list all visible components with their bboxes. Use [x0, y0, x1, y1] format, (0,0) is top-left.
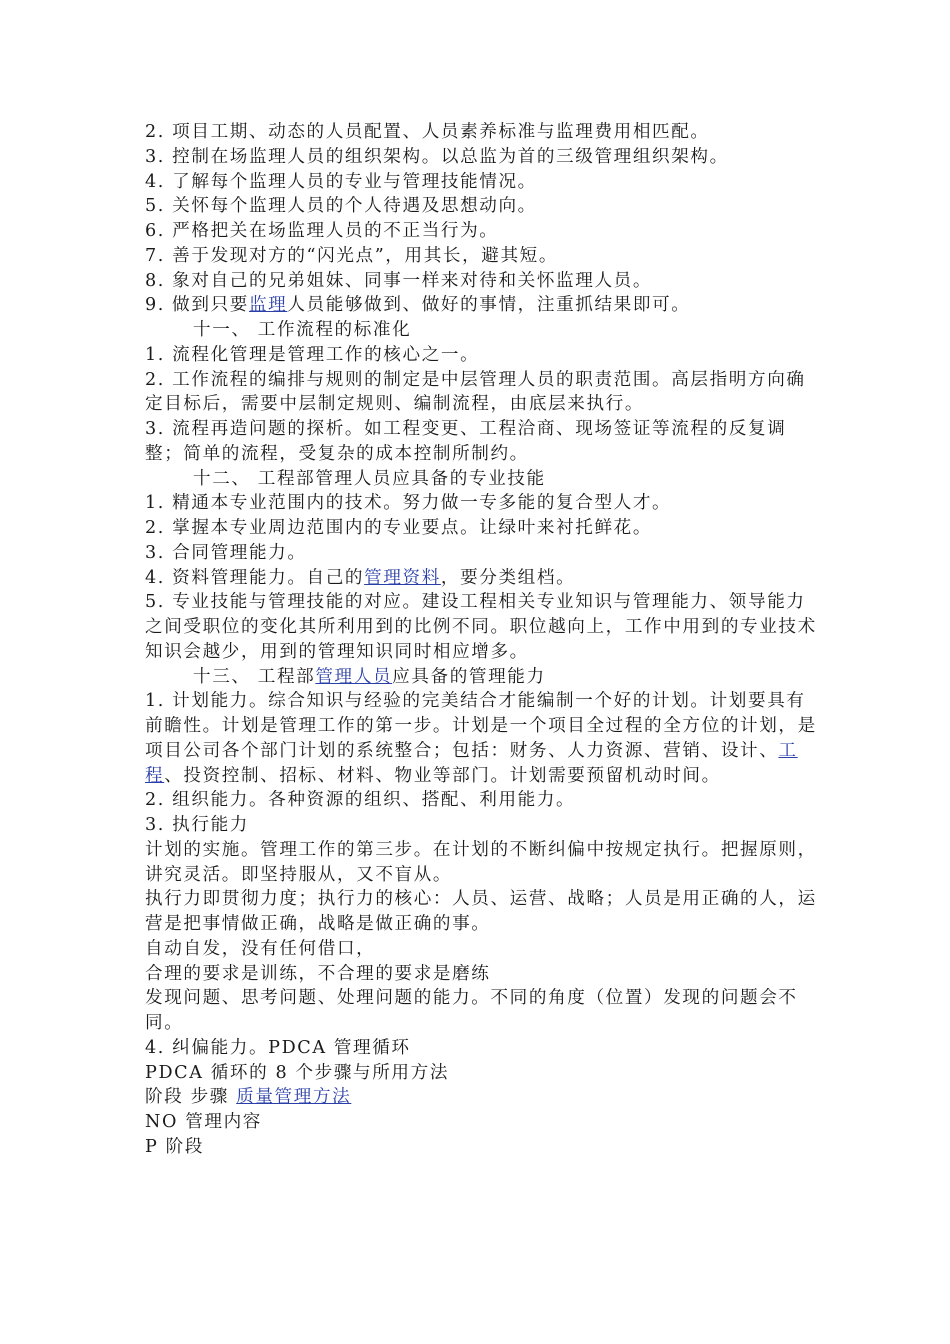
- list-item: 1. 流程化管理是管理工作的核心之一。: [145, 344, 480, 365]
- paragraph: 计划的实施。管理工作的第三步。在计划的不断纠偏中按规定执行。把握原则，讲究灵活。即坚持服从，又不盲从。: [145, 839, 817, 885]
- text-segment: 9. 做到只要: [145, 295, 249, 316]
- table-header-line: [145, 1085, 820, 1110]
- engineering-link[interactable]: 工程: [145, 740, 798, 786]
- section-heading-13: [145, 665, 820, 690]
- paragraph: 合理的要求是训练，不合理的要求是磨练: [145, 963, 491, 984]
- list-item: 4. 了解每个监理人员的专业与管理技能情况。: [145, 171, 537, 192]
- table-header-line: NO 管理内容: [145, 1112, 262, 1132]
- list-item: 8. 象对自己的兄弟姐妹、同事一样来对待和关怀监理人员。: [145, 270, 653, 291]
- list-item: 6. 严格把关在场监理人员的不正当行为。: [145, 221, 499, 241]
- management-staff-link[interactable]: 管理人员: [315, 666, 393, 687]
- text-segment: 应具备的管理能力: [392, 666, 546, 687]
- supervision-link[interactable]: 监理: [248, 295, 288, 316]
- section-heading-12: 十二、 工程部管理人员应具备的专业技能: [193, 468, 546, 489]
- text-segment: 、投资控制、招标、材料、物业等部门。计划需要预留机动时间。: [164, 765, 721, 786]
- text-segment: 十三、 工程部: [193, 666, 316, 687]
- list-item: [145, 689, 820, 788]
- text-segment: ，要分类组档。: [440, 567, 576, 588]
- list-item: 5. 关怀每个监理人员的个人待遇及思想动向。: [145, 196, 537, 217]
- table-row: P 阶段: [145, 1136, 205, 1157]
- management-docs-link[interactable]: 管理资料: [364, 567, 441, 588]
- paragraph: 发现问题、思考问题、处理问题的能力。不同的角度（位置）发现的问题会不同。: [145, 988, 798, 1033]
- text-segment: 1. 计划能力。综合知识与经验的完美结合才能编制一个好的计划。计划要具有前瞻性。计划是管理工作的第一步。计划是一个项目全过程的全方位的计划，是项目公司各个部门计划的系统整合；包括：财务、人力资源、营销、设计、: [145, 691, 817, 761]
- text-segment: 人员能够做到、做好的事情，注重抓结果即可。: [287, 295, 691, 316]
- list-item: 3. 控制在场监理人员的组织架构。以总监为首的三级管理组织架构。: [145, 146, 729, 167]
- list-item: 7. 善于发现对方的“闪光点”，用其长，避其短。: [145, 245, 559, 266]
- list-item: 4. 纠偏能力。PDCA 管理循环: [145, 1037, 411, 1058]
- quality-management-link[interactable]: 质量管理方法: [236, 1087, 352, 1108]
- text-segment: 4. 资料管理能力。自己的: [145, 567, 365, 588]
- paragraph: 自动自发，没有任何借口，: [145, 938, 376, 959]
- list-item: 2. 项目工期、动态的人员配置、人员素养标准与监理费用相匹配。: [145, 122, 710, 142]
- paragraph: PDCA 循环的 8 个步骤与所用方法: [145, 1062, 450, 1083]
- list-item: [145, 566, 820, 591]
- list-item: 3. 合同管理能力。: [145, 542, 307, 563]
- paragraph: 执行力即贯彻力度；执行力的核心：人员、运营、战略；人员是用正确的人，运营是把事情做正确，战略是做正确的事。: [145, 889, 817, 934]
- list-item: 2. 组织能力。各种资源的组织、搭配、利用能力。: [145, 790, 576, 811]
- section-heading-11: 十一、 工作流程的标准化: [193, 320, 412, 340]
- list-item: 2. 工作流程的编排与规则的制定是中层管理人员的职责范围。高层指明方向确定目标后，需要中层制定规则、编制流程，由底层来执行。: [145, 369, 806, 415]
- list-item: 2. 掌握本专业周边范围内的专业要点。让绿叶来衬托鲜花。: [145, 518, 653, 538]
- list-item: 3. 流程再造问题的探析。如工程变更、工程洽商、现场签证等流程的反复调整；简单的流程，受复杂的成本控制所制约。: [145, 419, 787, 464]
- list-item: 3. 执行能力: [145, 815, 249, 835]
- list-item: [145, 293, 820, 318]
- list-item: 5. 专业技能与管理技能的对应。建设工程相关专业知识与管理能力、领导能力之间受职位的变化其所利用到的比例不同。职位越向上，工作中用到的专业技术知识会越少，用到的管理知识同时相应增多。: [145, 592, 817, 662]
- document-body: [145, 120, 820, 1160]
- list-item: 1. 精通本专业范围内的技术。努力做一专多能的复合型人才。: [145, 493, 672, 514]
- text-segment: 阶段 步骤: [145, 1087, 237, 1108]
